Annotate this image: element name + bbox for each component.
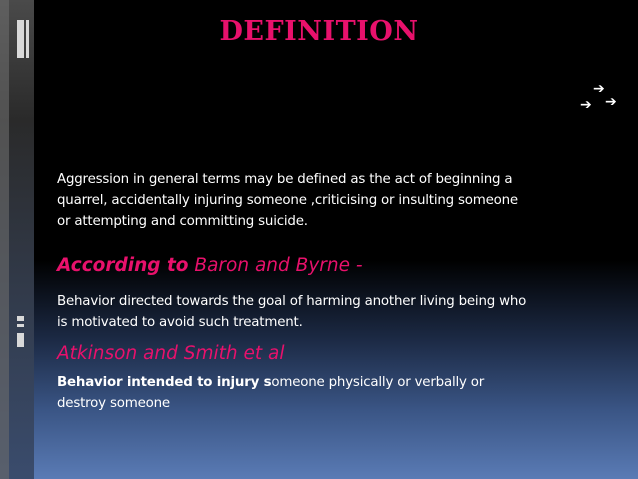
left-bar-stripe bbox=[0, 0, 9, 479]
decor-tick bbox=[17, 324, 24, 327]
decor-tick bbox=[17, 316, 24, 321]
heading-atkinson-smith: Atkinson and Smith et al bbox=[57, 343, 285, 364]
definition-bold-part: Behavior intended to injury s bbox=[57, 375, 272, 390]
heading-rest: Baron and Byrne - bbox=[188, 255, 363, 276]
definition-paragraph: Aggression in general terms may be defined as the act of beginning a quarrel, accidentally injuring someone ,criticising or insulting someone or attempting and committing suicide. bbox=[57, 172, 518, 229]
atkinson-smith-definition bbox=[57, 372, 537, 414]
arrow-right-icon: ➔ bbox=[605, 94, 617, 110]
left-decorative-bar bbox=[0, 0, 34, 479]
heading-baron-byrne bbox=[57, 255, 363, 276]
heading-bold-part: According to bbox=[57, 255, 189, 276]
definition-rest: omeone physically or verbally or destroy someone bbox=[57, 375, 485, 411]
arrow-right-icon: ➔ bbox=[593, 81, 605, 97]
baron-byrne-definition: Behavior directed towards the goal of harming another living being who is motivated to avoid such treatment. bbox=[57, 294, 527, 330]
decor-tick bbox=[17, 333, 24, 347]
arrow-right-icon: ➔ bbox=[580, 97, 592, 113]
slide-title: DEFINITION bbox=[219, 16, 419, 47]
